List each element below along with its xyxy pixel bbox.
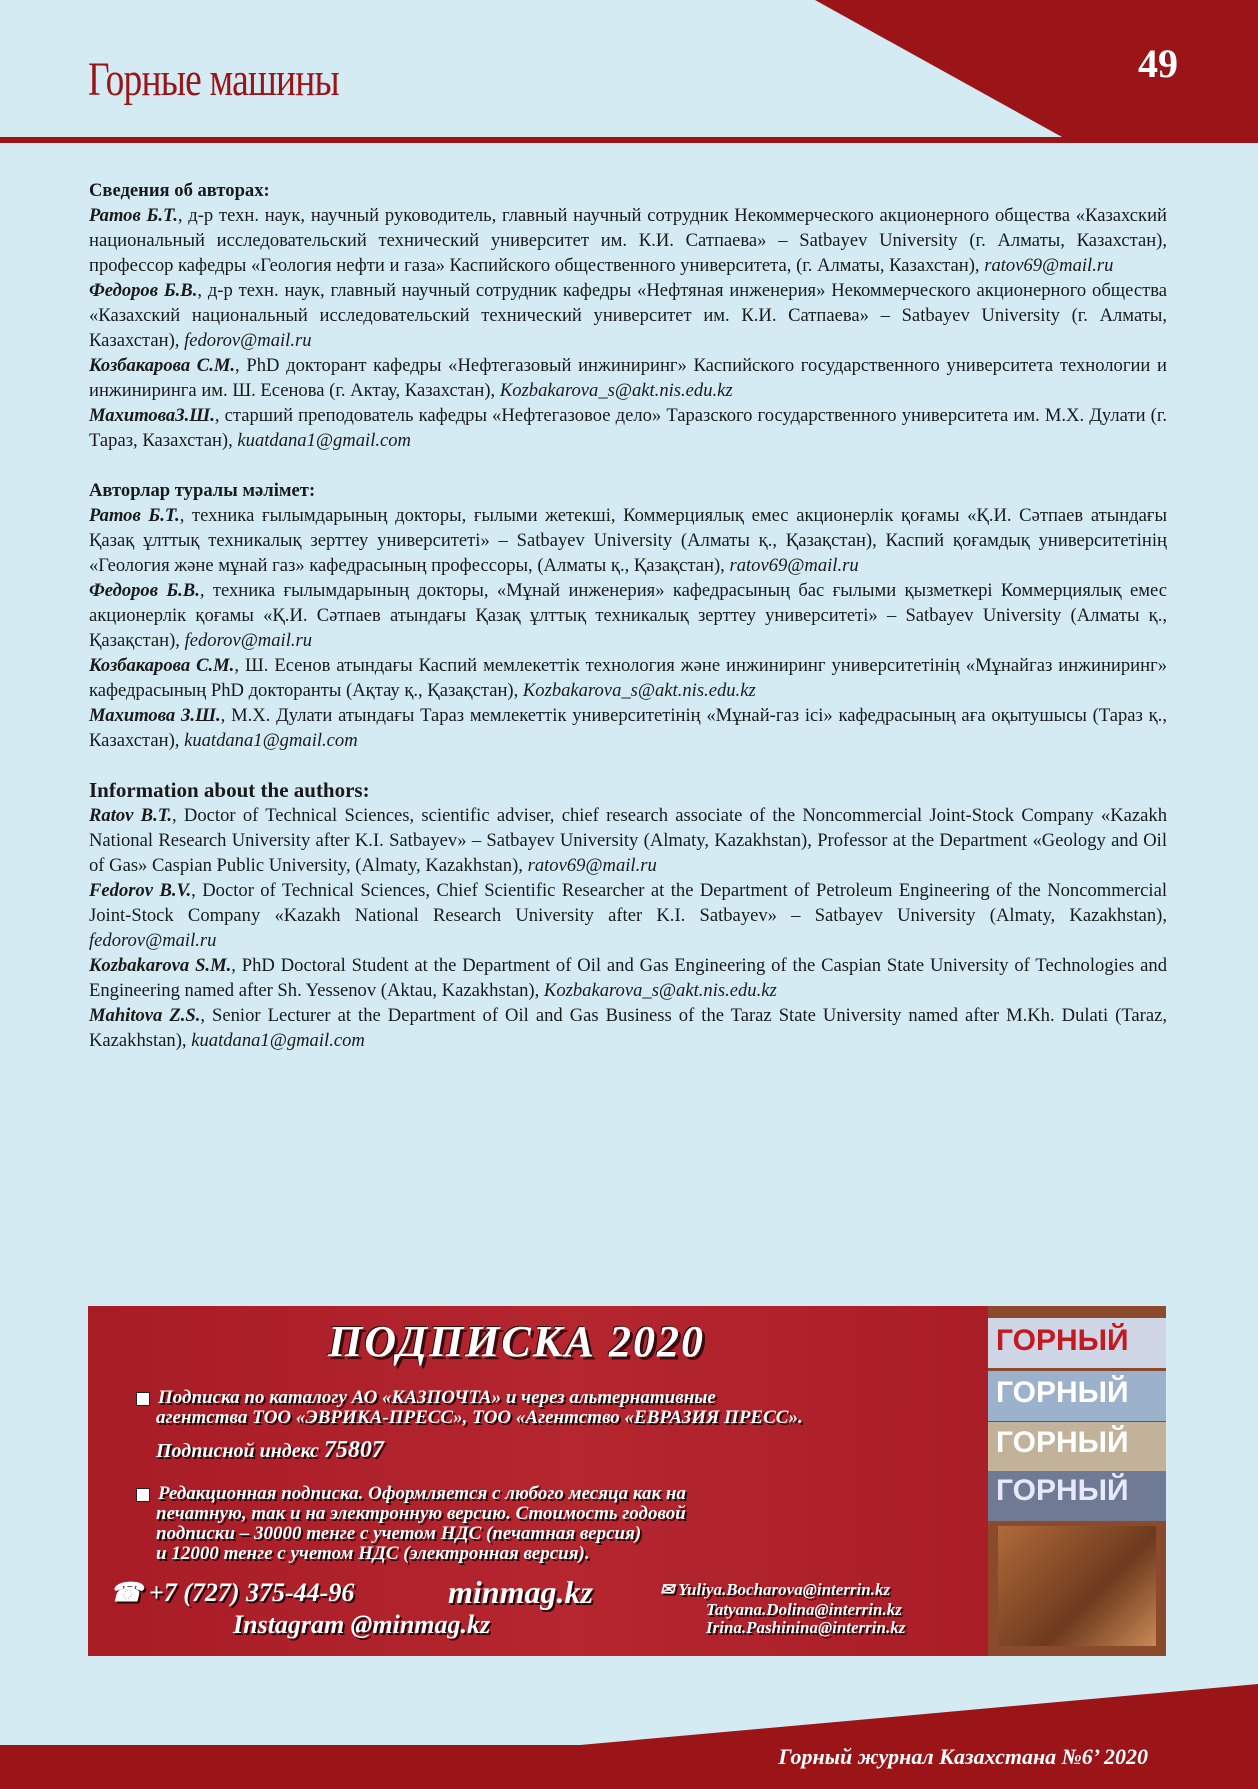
envelope-icon: ✉	[660, 1580, 675, 1599]
journal-cover-image	[988, 1306, 1166, 1656]
banner-line-1a: Подписка по каталогу АО «КАЗПОЧТА» и через альтернативные	[136, 1388, 716, 1408]
authors-content	[89, 178, 1167, 1053]
cover-title: ГОРНЫЙ	[996, 1324, 1129, 1357]
ru-section-title: Сведения об авторах:	[89, 180, 270, 201]
banner-index: Подписной индекс 75807	[156, 1437, 384, 1463]
email-link[interactable]: Kozbakarova_s@akt.nis.edu.kz	[499, 380, 733, 401]
ru-author-4: МахитоваЗ.Ш., старший преподователь кафедры «Нефтегазовое дело» Таразского государственного университета им. М.Х. Дулати (г. Тараз, Казахстан), kuatdana1@gmail.com	[89, 405, 1167, 451]
cover-title: ГОРНЫЙ	[996, 1376, 1129, 1409]
header-corner-shape	[815, 0, 1258, 137]
email-link[interactable]: kuatdana1@gmail.com	[237, 430, 411, 451]
subscription-banner	[88, 1306, 1166, 1656]
banner-email-3[interactable]: Irina.Pashinina@interrin.kz	[706, 1618, 906, 1637]
email-link[interactable]: ratov69@mail.ru	[729, 555, 859, 576]
cover-title: ГОРНЫЙ	[996, 1426, 1129, 1459]
header-rule	[0, 137, 1258, 143]
email-link[interactable]: fedorov@mail.ru	[184, 630, 313, 651]
footer-band-shape	[0, 1684, 1258, 1789]
en-author-1: Ratov B.T., Doctor of Technical Sciences, scientific adviser, chief research associate of the Noncommercial Joint-Stock Company «Kazakh National Research University after K.I. Satbayev» – Satbayev University (Almaty, Kazakhstan), Professor at the Department «Geology and Oil of Gas» Caspian Public University, (Almaty, Kazakhstan), ratov69@mail.ru	[89, 805, 1167, 876]
kz-author-3: Козбакарова С.М., Ш. Есенов атындағы Каспий мемлекеттік технология және инжиниринг университетінің «Мұнайгаз инжиниринг» кафедрасының PhD докторанты (Ақтау қ., Қазақстан), Kozbakarova_s@akt.nis.edu.kz	[89, 655, 1167, 701]
kz-author-1: Ратов Б.Т., техника ғылымдарының докторы, ғылыми жетекші, Коммерциялық емес акционерлік қоғамы «Қ.И. Сәтпаев атындағы Қазақ ұлттық техникалық зерттеу университеті» – Satbayev University (Алматы қ., Қазақстан), Каспий қоғамдық университетінің «Геология және мұнай газ» кафедрасының профессоры, (Алматы қ., Қазақстан), ratov69@mail.ru	[89, 505, 1168, 576]
email-link[interactable]: ratov69@mail.ru	[984, 255, 1114, 276]
banner-site-link[interactable]: minmag.kz	[448, 1574, 593, 1610]
email-link[interactable]: Kozbakarova_s@akt.nis.edu.kz	[543, 980, 777, 1001]
banner-title: ПОДПИСКА 2020	[328, 1317, 705, 1366]
en-author-2: Fedorov B.V., Doctor of Technical Sciences, Chief Scientific Researcher at the Department of Petroleum Engineering of the Noncommercial Joint-Stock Company «Kazakh National Research University after K.I. Satbayev» – Satbayev University (Almaty, Kazakhstan), fedorov@mail.ru	[89, 880, 1167, 951]
banner-line-2d: и 12000 тенге с учетом НДС (электронная версия).	[156, 1543, 590, 1564]
ru-author-1: Ратов Б.Т., д-р техн. наук, научный руководитель, главный научный сотрудник Некоммерческого акционерного общества «Казахский национальный исследовательский технический университет им. К.И. Сатпаева» – Satbayev University (г. Алматы, Казахстан), профессор кафедры «Геология нефти и газа» Каспийского общественного университета, (г. Алматы, Казахстан), ratov69@mail.ru	[89, 205, 1167, 276]
cover-title: ГОРНЫЙ	[996, 1474, 1129, 1507]
section-title: Горные машины	[88, 53, 339, 106]
kz-author-4: Махитова З.Ш., М.Х. Дулати атындағы Тараз мемлекеттік университетінің «Мұнай-газ ісі» кафедрасының аға оқытушысы (Тараз қ., Казахстан), kuatdana1@gmail.com	[89, 705, 1167, 751]
ru-author-2: Федоров Б.В., д-р техн. наук, главный научный сотрудник кафедры «Нефтяная инженерия» Некоммерческого акционерного общества «Казахский национальный исследовательский технический университет им. К.И. Сатпаева» – Satbayev University (г. Алматы, Казахстан), fedorov@mail.ru	[89, 280, 1167, 351]
phone-icon: ☎	[110, 1578, 143, 1607]
en-author-3: Kozbakarova S.M., PhD Doctoral Student at the Department of Oil and Gas Engineering of the Caspian State University of Technologies and Engineering named after Sh. Yessenov (Aktau, Kazakhstan), Kozbakarova_s@akt.nis.edu.kz	[89, 955, 1167, 1001]
en-author-4: Mahitova Z.S., Senior Lecturer at the Department of Oil and Gas Business of the Taraz State University named after M.Kh. Dulati (Taraz, Kazakhstan), kuatdana1@gmail.com	[89, 1005, 1167, 1051]
banner-line-2b: печатную, так и на электронную версию. Стоимость годовой	[156, 1503, 686, 1524]
email-link[interactable]: Kozbakarova_s@akt.nis.edu.kz	[522, 680, 756, 701]
banner-email-2[interactable]: Tatyana.Dolina@interrin.kz	[706, 1600, 902, 1619]
email-link[interactable]: fedorov@mail.ru	[89, 930, 217, 951]
email-link[interactable]: fedorov@mail.ru	[184, 330, 312, 351]
email-link[interactable]: kuatdana1@gmail.com	[191, 1030, 365, 1051]
kz-section-title: Авторлар туралы мәлімет:	[89, 480, 316, 501]
cover-photo	[998, 1526, 1156, 1646]
email-link[interactable]: kuatdana1@gmail.com	[184, 730, 358, 751]
bullet-icon	[136, 1488, 150, 1502]
page-number: 49	[1138, 41, 1178, 86]
banner-line-2a: Редакционная подписка. Оформляется с любого месяца как на	[136, 1484, 686, 1504]
banner-email-1[interactable]: ✉ Yuliya.Bocharova@interrin.kz	[660, 1580, 891, 1599]
bullet-icon	[136, 1392, 150, 1406]
kz-author-2: Федоров Б.В., техника ғылымдарының докторы, «Мұнай инженерия» кафедрасының бас ғылыми қызметкері Коммерциялық емес акционерлік қоғамы «Қ.И. Сәтпаев атындағы Қазақ ұлттық техникалық зерттеу университеті» – Satbayev University (Алматы қ., Қазақстан), fedorov@mail.ru	[89, 580, 1167, 651]
ru-author-3: Козбакарова С.М., PhD докторант кафедры «Нефтегазовый инжиниринг» Каспийского государственного университета технологии и инжиниринга им. Ш. Есенова (г. Актау, Казахстан), Kozbakarova_s@akt.nis.edu.kz	[89, 355, 1167, 401]
banner-line-2c: подписки – 30000 тенге с учетом НДС (печатная версия)	[156, 1523, 642, 1544]
banner-instagram[interactable]: Instagram @minmag.kz	[233, 1610, 491, 1639]
en-section-title: Information about the authors:	[89, 778, 370, 802]
footer-journal-title: Горный журнал Казахстана №6’ 2020	[778, 1744, 1148, 1769]
banner-phone[interactable]: ☎ +7 (727) 375-44-96	[110, 1578, 355, 1607]
banner-line-1b: агентства ТОО «ЭВРИКА-ПРЕСС», ТОО «Агентство «ЕВРАЗИЯ ПРЕСС».	[156, 1407, 803, 1428]
email-link[interactable]: ratov69@mail.ru	[527, 855, 657, 876]
